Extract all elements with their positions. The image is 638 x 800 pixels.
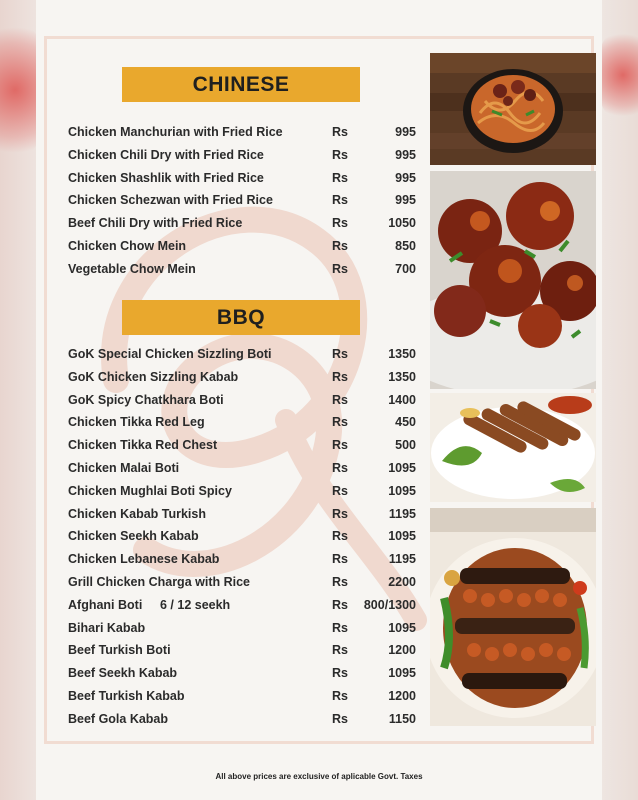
item-price: 1050 xyxy=(388,216,416,230)
item-currency: Rs xyxy=(332,529,348,543)
item-currency: Rs xyxy=(332,712,348,726)
chili-chicken-photo xyxy=(430,171,596,389)
menu-item xyxy=(68,236,416,258)
menu-item xyxy=(68,168,416,190)
item-price: 800/1300 xyxy=(363,598,416,612)
item-price: 1195 xyxy=(388,507,416,521)
section-title: BBQ xyxy=(216,305,266,329)
item-currency: Rs xyxy=(332,148,348,162)
menu-item xyxy=(68,213,416,235)
menu-item xyxy=(68,412,416,434)
menu-item xyxy=(68,686,416,708)
item-currency: Rs xyxy=(332,666,348,680)
item-price: 850 xyxy=(395,239,416,253)
item-currency: Rs xyxy=(332,461,348,475)
item-currency: Rs xyxy=(332,507,348,521)
menu-item xyxy=(68,122,416,144)
item-price: 995 xyxy=(395,148,416,162)
item-price: 1350 xyxy=(388,347,416,361)
item-name: Bihari Kabab xyxy=(68,621,146,635)
menu-item xyxy=(68,663,416,685)
item-name: Grill Chicken Charga with Rice xyxy=(68,575,250,589)
menu-item xyxy=(68,259,416,281)
menu-item xyxy=(68,595,416,617)
menu-item xyxy=(68,145,416,167)
item-currency: Rs xyxy=(332,621,348,635)
item-name: Chicken Tikka Red Leg xyxy=(68,415,205,429)
item-name: Chicken Kabab Turkish xyxy=(68,507,206,521)
item-currency: Rs xyxy=(332,370,348,384)
item-name: Beef Turkish Kabab xyxy=(68,689,185,703)
item-currency: Rs xyxy=(332,239,348,253)
item-price: 1195 xyxy=(388,552,416,566)
item-price: 995 xyxy=(395,125,416,139)
item-name: GoK Special Chicken Sizzling Boti xyxy=(68,347,272,361)
footer-note: All above prices are exclusive of aplicable Govt. Taxes xyxy=(215,772,423,781)
item-name: Chicken Manchurian with Fried Rice xyxy=(68,125,283,139)
item-currency: Rs xyxy=(332,393,348,407)
item-name: GoK Spicy Chatkhara Boti xyxy=(68,393,224,407)
item-name: Afghani Boti xyxy=(68,598,143,612)
menu-item xyxy=(68,709,416,731)
item-currency: Rs xyxy=(332,575,348,589)
item-currency: Rs xyxy=(332,347,348,361)
item-name: Chicken Schezwan with Fried Rice xyxy=(68,193,273,207)
menu-item xyxy=(68,390,416,412)
item-price: 450 xyxy=(395,415,416,429)
bbq-platter-photo xyxy=(430,508,596,726)
menu-item xyxy=(68,367,416,389)
menu-item xyxy=(68,458,416,480)
item-name: Chicken Chili Dry with Fried Rice xyxy=(68,148,264,162)
item-price: 1200 xyxy=(388,689,416,703)
item-name: Chicken Seekh Kabab xyxy=(68,529,199,543)
menu-item xyxy=(68,435,416,457)
section-title: CHINESE xyxy=(192,72,290,96)
item-name: GoK Chicken Sizzling Kabab xyxy=(68,370,239,384)
item-price: 1200 xyxy=(388,643,416,657)
item-currency: Rs xyxy=(332,193,348,207)
menu-item xyxy=(68,526,416,548)
item-price: 995 xyxy=(395,193,416,207)
menu-item xyxy=(68,618,416,640)
item-name: Beef Gola Kabab xyxy=(68,712,169,726)
menu-item xyxy=(68,344,416,366)
item-name: Chicken Malai Boti xyxy=(68,461,180,475)
item-price: 1400 xyxy=(388,393,416,407)
item-name: Chicken Mughlai Boti Spicy xyxy=(68,484,232,498)
item-price: 1350 xyxy=(388,370,416,384)
item-price: 1150 xyxy=(388,712,416,726)
item-name: Chicken Tikka Red Chest xyxy=(68,438,218,452)
item-price: 995 xyxy=(395,171,416,185)
item-name: Beef Chili Dry with Fried Rice xyxy=(68,216,243,230)
menu-item xyxy=(68,572,416,594)
item-currency: Rs xyxy=(332,484,348,498)
item-price: 1095 xyxy=(388,621,416,635)
section-header-bbq xyxy=(122,300,360,335)
item-price: 500 xyxy=(395,438,416,452)
item-currency: Rs xyxy=(332,552,348,566)
menu-item xyxy=(68,549,416,571)
item-currency: Rs xyxy=(332,689,348,703)
item-name: Beef Seekh Kabab xyxy=(68,666,178,680)
item-name: Vegetable Chow Mein xyxy=(68,262,196,276)
item-name: Chicken Chow Mein xyxy=(68,239,187,253)
section-header-chinese xyxy=(122,67,360,102)
item-currency: Rs xyxy=(332,125,348,139)
item-price: 1095 xyxy=(388,484,416,498)
item-currency: Rs xyxy=(332,262,348,276)
item-name: Beef Turkish Boti xyxy=(68,643,171,657)
item-price: 1095 xyxy=(388,529,416,543)
menu-item xyxy=(68,190,416,212)
menu-page xyxy=(36,0,602,800)
menu-item xyxy=(68,640,416,662)
item-currency: Rs xyxy=(332,415,348,429)
item-name: Chicken Lebanese Kabab xyxy=(68,552,220,566)
seekh-kabab-platter-photo xyxy=(430,393,596,502)
chow-mein-bowl-photo xyxy=(430,53,596,165)
item-name: Chicken Shashlik with Fried Rice xyxy=(68,171,264,185)
item-currency: Rs xyxy=(332,643,348,657)
item-currency: Rs xyxy=(332,216,348,230)
item-currency: Rs xyxy=(332,438,348,452)
item-price: 1095 xyxy=(388,461,416,475)
item-price: 700 xyxy=(395,262,416,276)
item-price: 1095 xyxy=(388,666,416,680)
item-currency: Rs xyxy=(332,171,348,185)
menu-item xyxy=(68,481,416,503)
item-price: 2200 xyxy=(388,575,416,589)
menu-item xyxy=(68,504,416,526)
item-quantity: 6 / 12 seekh xyxy=(160,598,231,612)
item-currency: Rs xyxy=(332,598,348,612)
